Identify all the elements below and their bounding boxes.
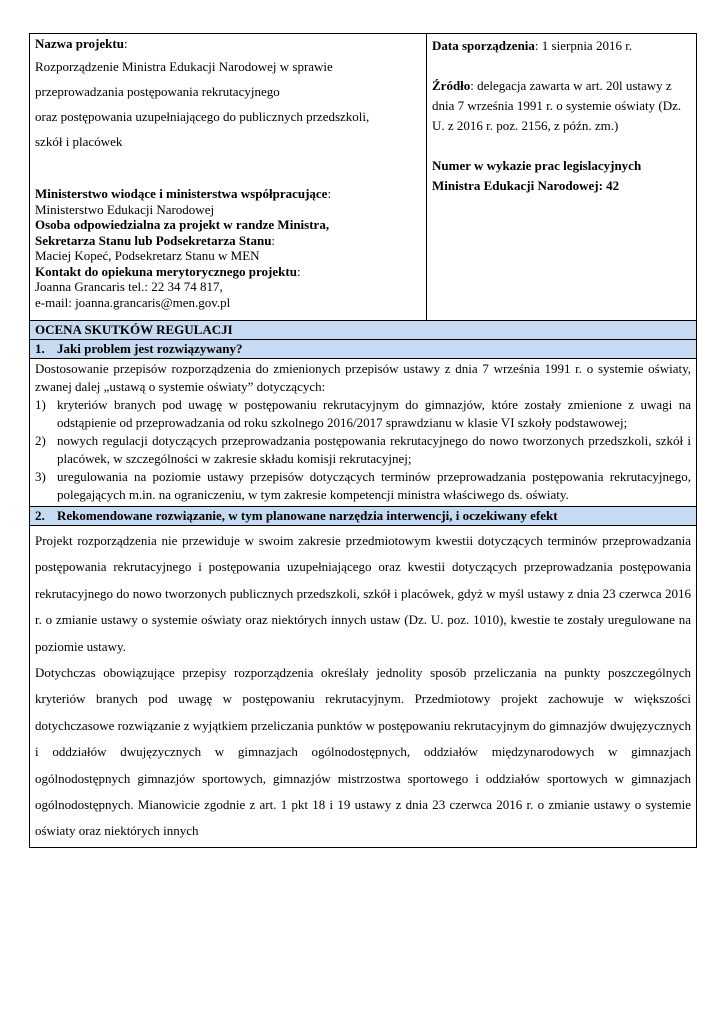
responsible-person-label: Osoba odpowiedzialna za projekt w randze Ministra, xyxy=(35,217,330,232)
contact-label: Kontakt do opiekuna merytorycznego projektu: xyxy=(35,263,301,279)
project-title xyxy=(35,54,421,154)
contact-phone: Joanna Grancaris tel.: 22 34 74 817, xyxy=(35,279,223,294)
legislative-number: Numer w wykazie prac legislacyjnych Ministra Edukacji Narodowej: 42 xyxy=(432,158,642,193)
project-title-line: oraz postępowania uzupełniającego do publicznych przedszkoli, xyxy=(35,108,370,124)
ministry-value: Ministerstwo Edukacji Narodowej xyxy=(35,201,215,217)
project-info-left xyxy=(30,34,427,320)
project-info-right xyxy=(427,34,696,320)
project-title-line: przeprowadzania postępowania rekrutacyjnego xyxy=(35,83,280,99)
document-table xyxy=(29,33,697,848)
date-line: Data sporządzenia: 1 sierpnia 2016 r. xyxy=(432,38,633,53)
ministry-label: Ministerstwo wiodące i ministerstwa współpracujące: xyxy=(35,186,332,201)
section2-paragraph: Projekt rozporządzenia nie przewiduje w swoim zakresie przedmiotowym kwestii dotyczących terminów przeprowadzania postępowania rekrutacyjnego i postępowania uzupełniającego oraz kwestii dotyczących przeprowadzania postępowania rekrutacyjnego do nowo tworzonych publicznych przedszkoli, szkół i placówek, gdyż w myśl ustawy z dnia 23 czerwca 2016 r. o zmianie ustawy o systemie oświaty oraz niektórych innych ustaw (Dz. U. poz. 1010), kwestie te zostały uregulowane na poziomie ustawy. xyxy=(35,533,691,654)
section1-header: 1. Jaki problem jest rozwiązywany? xyxy=(30,340,696,359)
section2-paragraph: Dotychczas obowiązujące przepisy rozporządzenia określały jednolity sposób przeliczania na punkty poszczególnych kryteriów branych pod uwagę w postępowaniu rekrutacyjnym. Przedmiotowy projekt zachowuje w większości dotychczasowe rozwiązanie z wyjątkiem przeliczania punktów w postępowaniu rekrutacyjnym do gimnazjów dwujęzycznych i oddziałów dwujęzycznych w gimnazjach ogólnodostępnych, oddziałów międzynarodowych w gimnazjach ogólnodostępnych gimnazjów sportowych, gimnazjów mistrzostwa sportowego i oddziałów sportowych w gimnazjach ogólnodostępnych. Mianowicie zgodnie z art. 1 pkt 18 i 19 ustawy z dnia 23 czerwca 2016 r. o zmianie ustawy o systemie oświaty oraz niektórych innych xyxy=(35,665,691,839)
list-item: 3) uregulowania na poziomie ustawy przepisów dotyczących terminów przeprowadzania postępowania rekrutacyjnego, polegających m.in. na ograniczeniu, w tym zakresie kompetencji ministra właściwego ds. oświaty. xyxy=(35,469,691,502)
list-item: 1) kryteriów branych pod uwagę w postępowaniu rekrutacyjnym do gimnazjów, które zostały zmienione z uwagi na odstąpienie od przeprowadzania od roku szkolnego 2016/2017 sprawdzianu w klasie VI szkoły podstawowej; xyxy=(35,397,691,430)
section2-body xyxy=(30,526,696,847)
section1-intro: Dostosowanie przepisów rozporządzenia do zmienionych przepisów ustawy z dnia 7 września 1991 r. o systemie oświaty, zwanej dalej „ustawą o systemie oświaty” dotyczących: xyxy=(35,361,691,394)
ocena-header: OCENA SKUTKÓW REGULACJI xyxy=(30,321,696,340)
section1-body xyxy=(30,359,696,507)
responsible-person-label-2: Sekretarza Stanu lub Podsekretarza Stanu: xyxy=(35,232,276,248)
project-info-row xyxy=(30,34,696,321)
project-title-line: szkół i placówek xyxy=(35,133,123,149)
project-name-label: Nazwa projektu: xyxy=(35,36,128,51)
section2-header: 2. Rekomendowane rozwiązanie, w tym planowane narzędzia interwencji, i oczekiwany efekt xyxy=(30,507,696,526)
project-title-line: Rozporządzenie Ministra Edukacji Narodowej w sprawie xyxy=(35,58,333,74)
responsible-person-value: Maciej Kopeć, Podsekretarz Stanu w MEN xyxy=(35,248,260,263)
ministry-block xyxy=(35,186,421,310)
source-line: Źródło: delegacja zawarta w art. 20l ustawy z dnia 7 września 1991 r. o systemie oświaty (Dz. U. z 2016 r. poz. 2156, z późn. zm.) xyxy=(432,78,682,133)
contact-email: e-mail: joanna.grancaris@men.gov.pl xyxy=(35,294,231,310)
list-item: 2) nowych regulacji dotyczących przeprowadzania postępowania rekrutacyjnego do nowo tworzonych przedszkoli, szkół i placówek, w szczególności w zakresie składu komisji rekrutacyjnej; xyxy=(35,433,691,466)
